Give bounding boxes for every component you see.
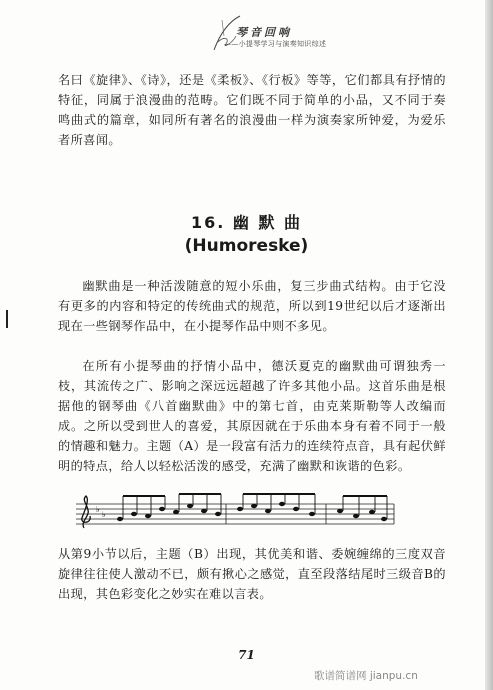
paragraph-body: 在所有小提琴曲的抒情小品中，德沃夏克的幽默曲可谓独秀一枝，其流传之广、影响之深远远超越了许多其他小品。这首乐曲是根据他的钢琴曲《八首幽默曲》中的第七首，由克莱斯勒等人改编而成。之所以受到世人的喜爱，其原因就在于乐曲本身有着不同于一般的情趣和魅力。主题（A）是一段富有活力的连续符点音，具有起伏鲜明的特点，给人以轻松活泼的感受，充满了幽默和诙谐的色彩。 — [58, 359, 446, 473]
treble-clef-icon — [82, 496, 90, 528]
page-edge — [485, 0, 493, 690]
section-title-english: (Humoreske) — [184, 236, 309, 256]
watermark-text: 歌谱简谱网 jianpu.cn — [314, 670, 418, 682]
paragraph-continued: 名曰《旋律》、《诗》，还是《柔板》、《行板》等等，它们都具有抒情的特征，同属于浪漫曲的范畴。它们既不同于简单的小品，又不同于奏鸣曲式的篇章，如同所有著名的浪漫曲一样为演奏家所钟爱，为爱乐者所喜闻。 — [58, 73, 446, 147]
header-subtitle: ——小提琴学习与演奏知识综述 — [224, 40, 327, 48]
section-title: 16. 幽 默 曲 — [190, 213, 303, 232]
header-title: 琴音回响 — [236, 26, 292, 39]
svg-text:♭: ♭ — [96, 505, 100, 514]
music-score-excerpt — [76, 492, 396, 532]
page-number: 71 — [238, 648, 255, 662]
svg-text:♭: ♭ — [102, 510, 106, 519]
paragraph-theme-b: 从第9小节以后，主题（B）出现，其优美和谐、委婉缠绵的三度双音旋律往往使人激动不已，颇有揪心之感觉，直至段落结尾时三级音B的出现，其色彩变化之妙实在难以言表。 — [58, 547, 446, 601]
paragraph-intro: 幽默曲是一种活泼随意的短小乐曲，复三步曲式结构。由于它没有更多的内容和特定的传统曲式的规范，所以到19世纪以后才逐渐出现在一些钢琴作品中，在小提琴作品中则不多见。 — [58, 279, 446, 333]
running-header — [210, 14, 360, 54]
binding-mark — [6, 310, 8, 328]
